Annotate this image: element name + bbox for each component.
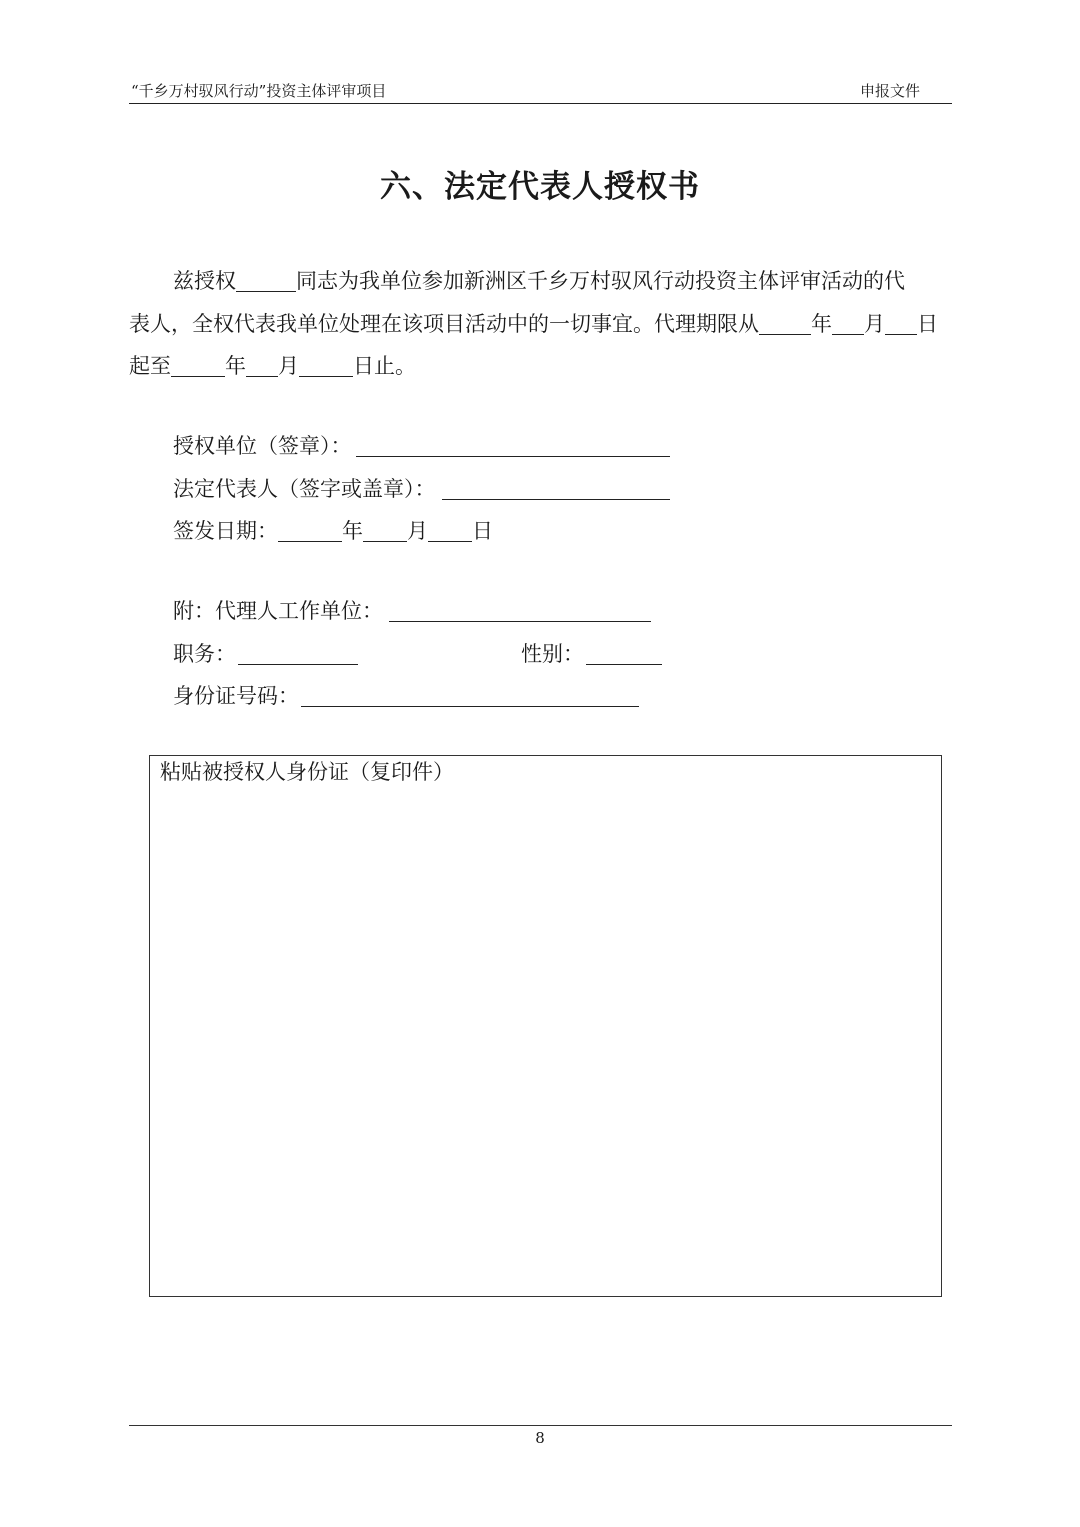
page-header bbox=[129, 80, 952, 102]
term-start-month-label: 月 bbox=[864, 312, 885, 336]
header-divider bbox=[129, 103, 952, 104]
agent-gender-label: 性别： bbox=[521, 642, 584, 666]
agent-unit-label: 附：代理人工作单位： bbox=[173, 599, 383, 623]
authorizing-unit-row bbox=[173, 425, 670, 467]
term-start-year-blank[interactable] bbox=[759, 312, 811, 335]
page-title: 六、法定代表人授权书 bbox=[380, 169, 700, 205]
issue-date-label: 签发日期： bbox=[173, 519, 278, 543]
footer-divider bbox=[129, 1425, 952, 1426]
auth-text-3a: 起至 bbox=[129, 354, 171, 378]
authorized-name-blank[interactable] bbox=[236, 269, 296, 292]
authorizing-unit-blank[interactable] bbox=[356, 434, 670, 457]
legal-rep-blank[interactable] bbox=[442, 477, 670, 500]
authorizing-unit-label: 授权单位（签章）： bbox=[173, 434, 352, 458]
agent-position-label: 职务： bbox=[173, 642, 236, 666]
header-doc-type: 申报文件 bbox=[859, 82, 920, 100]
term-end-label: 日止。 bbox=[353, 354, 416, 378]
term-end-year-blank[interactable] bbox=[171, 354, 225, 377]
term-end-month-label: 月 bbox=[278, 354, 299, 378]
agent-unit-blank[interactable] bbox=[389, 599, 651, 622]
authorization-line-2 bbox=[129, 303, 952, 345]
auth-text-1a: 兹授权 bbox=[173, 269, 236, 293]
issue-date-row bbox=[173, 510, 493, 552]
issue-year-blank[interactable] bbox=[278, 519, 342, 542]
page-number: 8 bbox=[535, 1429, 545, 1447]
paste-box-caption: 粘贴被授权人身份证（复印件） bbox=[160, 760, 454, 784]
term-end-day-blank[interactable] bbox=[299, 354, 353, 377]
authorization-line-3 bbox=[129, 345, 952, 387]
legal-rep-row bbox=[173, 468, 670, 510]
legal-rep-label: 法定代表人（签字或盖章）： bbox=[173, 477, 436, 501]
header-project-title: “千乡万村驭风行动”投资主体评审项目 bbox=[131, 82, 387, 100]
term-end-year-label: 年 bbox=[225, 354, 246, 378]
term-end-month-blank[interactable] bbox=[246, 354, 278, 377]
term-start-day-label: 日 bbox=[917, 312, 938, 336]
agent-gender-blank[interactable] bbox=[586, 642, 662, 665]
term-start-day-blank[interactable] bbox=[885, 312, 917, 335]
term-start-year-label: 年 bbox=[811, 312, 832, 336]
agent-unit-row bbox=[173, 590, 651, 632]
issue-year-label: 年 bbox=[342, 519, 363, 543]
auth-text-1b: 同志为我单位参加新洲区千乡万村驭风行动投资主体评审活动的代 bbox=[296, 269, 905, 293]
agent-position-blank[interactable] bbox=[238, 642, 358, 665]
agent-position-row bbox=[173, 633, 358, 675]
agent-gender-row bbox=[521, 633, 662, 675]
auth-text-2a: 表人，全权代表我单位处理在该项目活动中的一切事宜。代理期限从 bbox=[129, 312, 759, 336]
issue-day-label: 日 bbox=[472, 519, 493, 543]
issue-day-blank[interactable] bbox=[428, 519, 472, 542]
agent-id-row bbox=[173, 675, 639, 717]
agent-id-label: 身份证号码： bbox=[173, 684, 299, 708]
id-card-paste-box[interactable] bbox=[149, 755, 942, 1297]
agent-id-blank[interactable] bbox=[301, 684, 639, 707]
term-start-month-blank[interactable] bbox=[832, 312, 864, 335]
issue-month-blank[interactable] bbox=[363, 519, 407, 542]
issue-month-label: 月 bbox=[407, 519, 428, 543]
authorization-line-1 bbox=[129, 260, 952, 302]
